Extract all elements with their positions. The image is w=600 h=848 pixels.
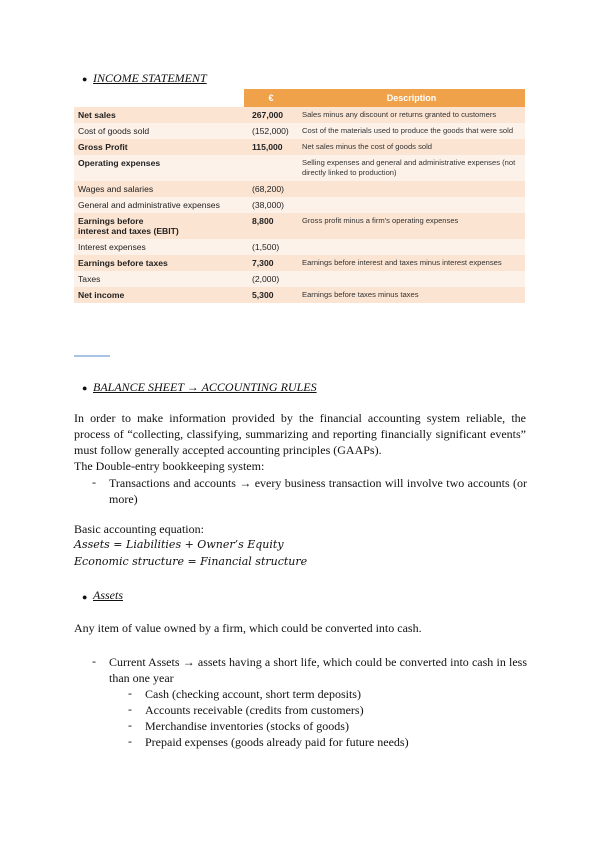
row-value: 8,800	[244, 213, 298, 239]
equation-structure: Economic structure = Financial structure	[74, 555, 308, 568]
table-underline-mark	[74, 355, 110, 357]
row-value	[244, 155, 298, 181]
table-row	[74, 155, 525, 181]
sublist-item: Merchandise inventories (stocks of goods)	[145, 719, 349, 733]
row-label: Net sales	[74, 107, 244, 123]
row-label: Earnings before taxes	[74, 255, 244, 271]
header-description-cell: Description	[298, 89, 525, 107]
dash-marker: -	[128, 734, 132, 748]
row-label: Gross Profit	[74, 139, 244, 155]
balance-sheet-heading: BALANCE SHEET → ACCOUNTING RULES	[93, 380, 317, 394]
row-description	[298, 239, 525, 255]
row-value: (68,200)	[244, 181, 298, 197]
current-assets-item: Current Assets → assets having a short life, which could be converted into cash in less than one year	[109, 655, 527, 685]
row-description: Net sales minus the cost of goods sold	[298, 139, 525, 155]
table-row	[74, 139, 525, 155]
equation-assets: Assets = Liabilities + Owner’s Equity	[74, 538, 284, 551]
row-label: Earnings before interest and taxes (EBIT)	[74, 213, 244, 239]
row-value: 7,300	[244, 255, 298, 271]
table-row	[74, 213, 525, 239]
row-label: Operating expenses	[74, 155, 244, 181]
table-row	[74, 239, 525, 255]
row-description: Earnings before interest and taxes minus interest expenses	[298, 255, 525, 271]
row-value: (38,000)	[244, 197, 298, 213]
dash-marker: -	[92, 654, 96, 668]
row-value: 267,000	[244, 107, 298, 123]
row-description: Cost of the materials used to produce the goods that were sold	[298, 123, 525, 139]
equation-label: Basic accounting equation:	[74, 522, 204, 536]
row-description	[298, 197, 525, 213]
intro-paragraph: In order to make information provided by the financial accounting system reliable, the process of “collecting, classifying, summarizing and reporting financially significant events” must follow generally accepted accounting principles (GAAPs).	[74, 411, 526, 457]
row-value: (2,000)	[244, 271, 298, 287]
table-row	[74, 255, 525, 271]
header-euro-cell: €	[244, 89, 298, 107]
sublist-item: Accounts receivable (credits from customers)	[145, 703, 364, 717]
table-header-row	[74, 89, 525, 107]
row-label: Net income	[74, 287, 244, 303]
header-empty-cell	[74, 89, 244, 107]
row-label: Wages and salaries	[74, 181, 244, 197]
row-label: Interest expenses	[74, 239, 244, 255]
row-value: 115,000	[244, 139, 298, 155]
bullet-icon: ●	[82, 74, 88, 84]
income-statement-table	[74, 89, 525, 303]
double-entry-label: The Double-entry bookkeeping system:	[74, 459, 265, 473]
dash-marker: -	[128, 718, 132, 732]
transactions-item: Transactions and accounts → every business transaction will involve two accounts (or more)	[109, 476, 527, 506]
sublist-item: Prepaid expenses (goods already paid for future needs)	[145, 735, 409, 749]
table-row	[74, 197, 525, 213]
table-row	[74, 271, 525, 287]
table-row	[74, 181, 525, 197]
row-description: Sales minus any discount or returns granted to customers	[298, 107, 525, 123]
row-value: 5,300	[244, 287, 298, 303]
bullet-icon: ●	[82, 592, 88, 602]
row-label: Cost of goods sold	[74, 123, 244, 139]
row-description: Selling expenses and general and administrative expenses (not directly linked to production)	[298, 155, 525, 181]
dash-marker: -	[92, 475, 96, 489]
table-body	[74, 107, 525, 303]
row-description	[298, 181, 525, 197]
row-value: (152,000)	[244, 123, 298, 139]
table-row	[74, 123, 525, 139]
income-statement-heading: INCOME STATEMENT	[93, 71, 207, 85]
sublist-item: Cash (checking account, short term deposits)	[145, 687, 361, 701]
assets-heading: Assets	[93, 588, 123, 602]
table-row	[74, 287, 525, 303]
table-row	[74, 107, 525, 123]
row-description	[298, 271, 525, 287]
dash-marker: -	[128, 686, 132, 700]
row-label: Taxes	[74, 271, 244, 287]
bullet-icon: ●	[82, 383, 88, 393]
row-description: Earnings before taxes minus taxes	[298, 287, 525, 303]
row-label: General and administrative expenses	[74, 197, 244, 213]
dash-marker: -	[128, 702, 132, 716]
row-description: Gross profit minus a firm's operating expenses	[298, 213, 525, 239]
row-value: (1,500)	[244, 239, 298, 255]
assets-definition: Any item of value owned by a firm, which could be converted into cash.	[74, 621, 422, 635]
